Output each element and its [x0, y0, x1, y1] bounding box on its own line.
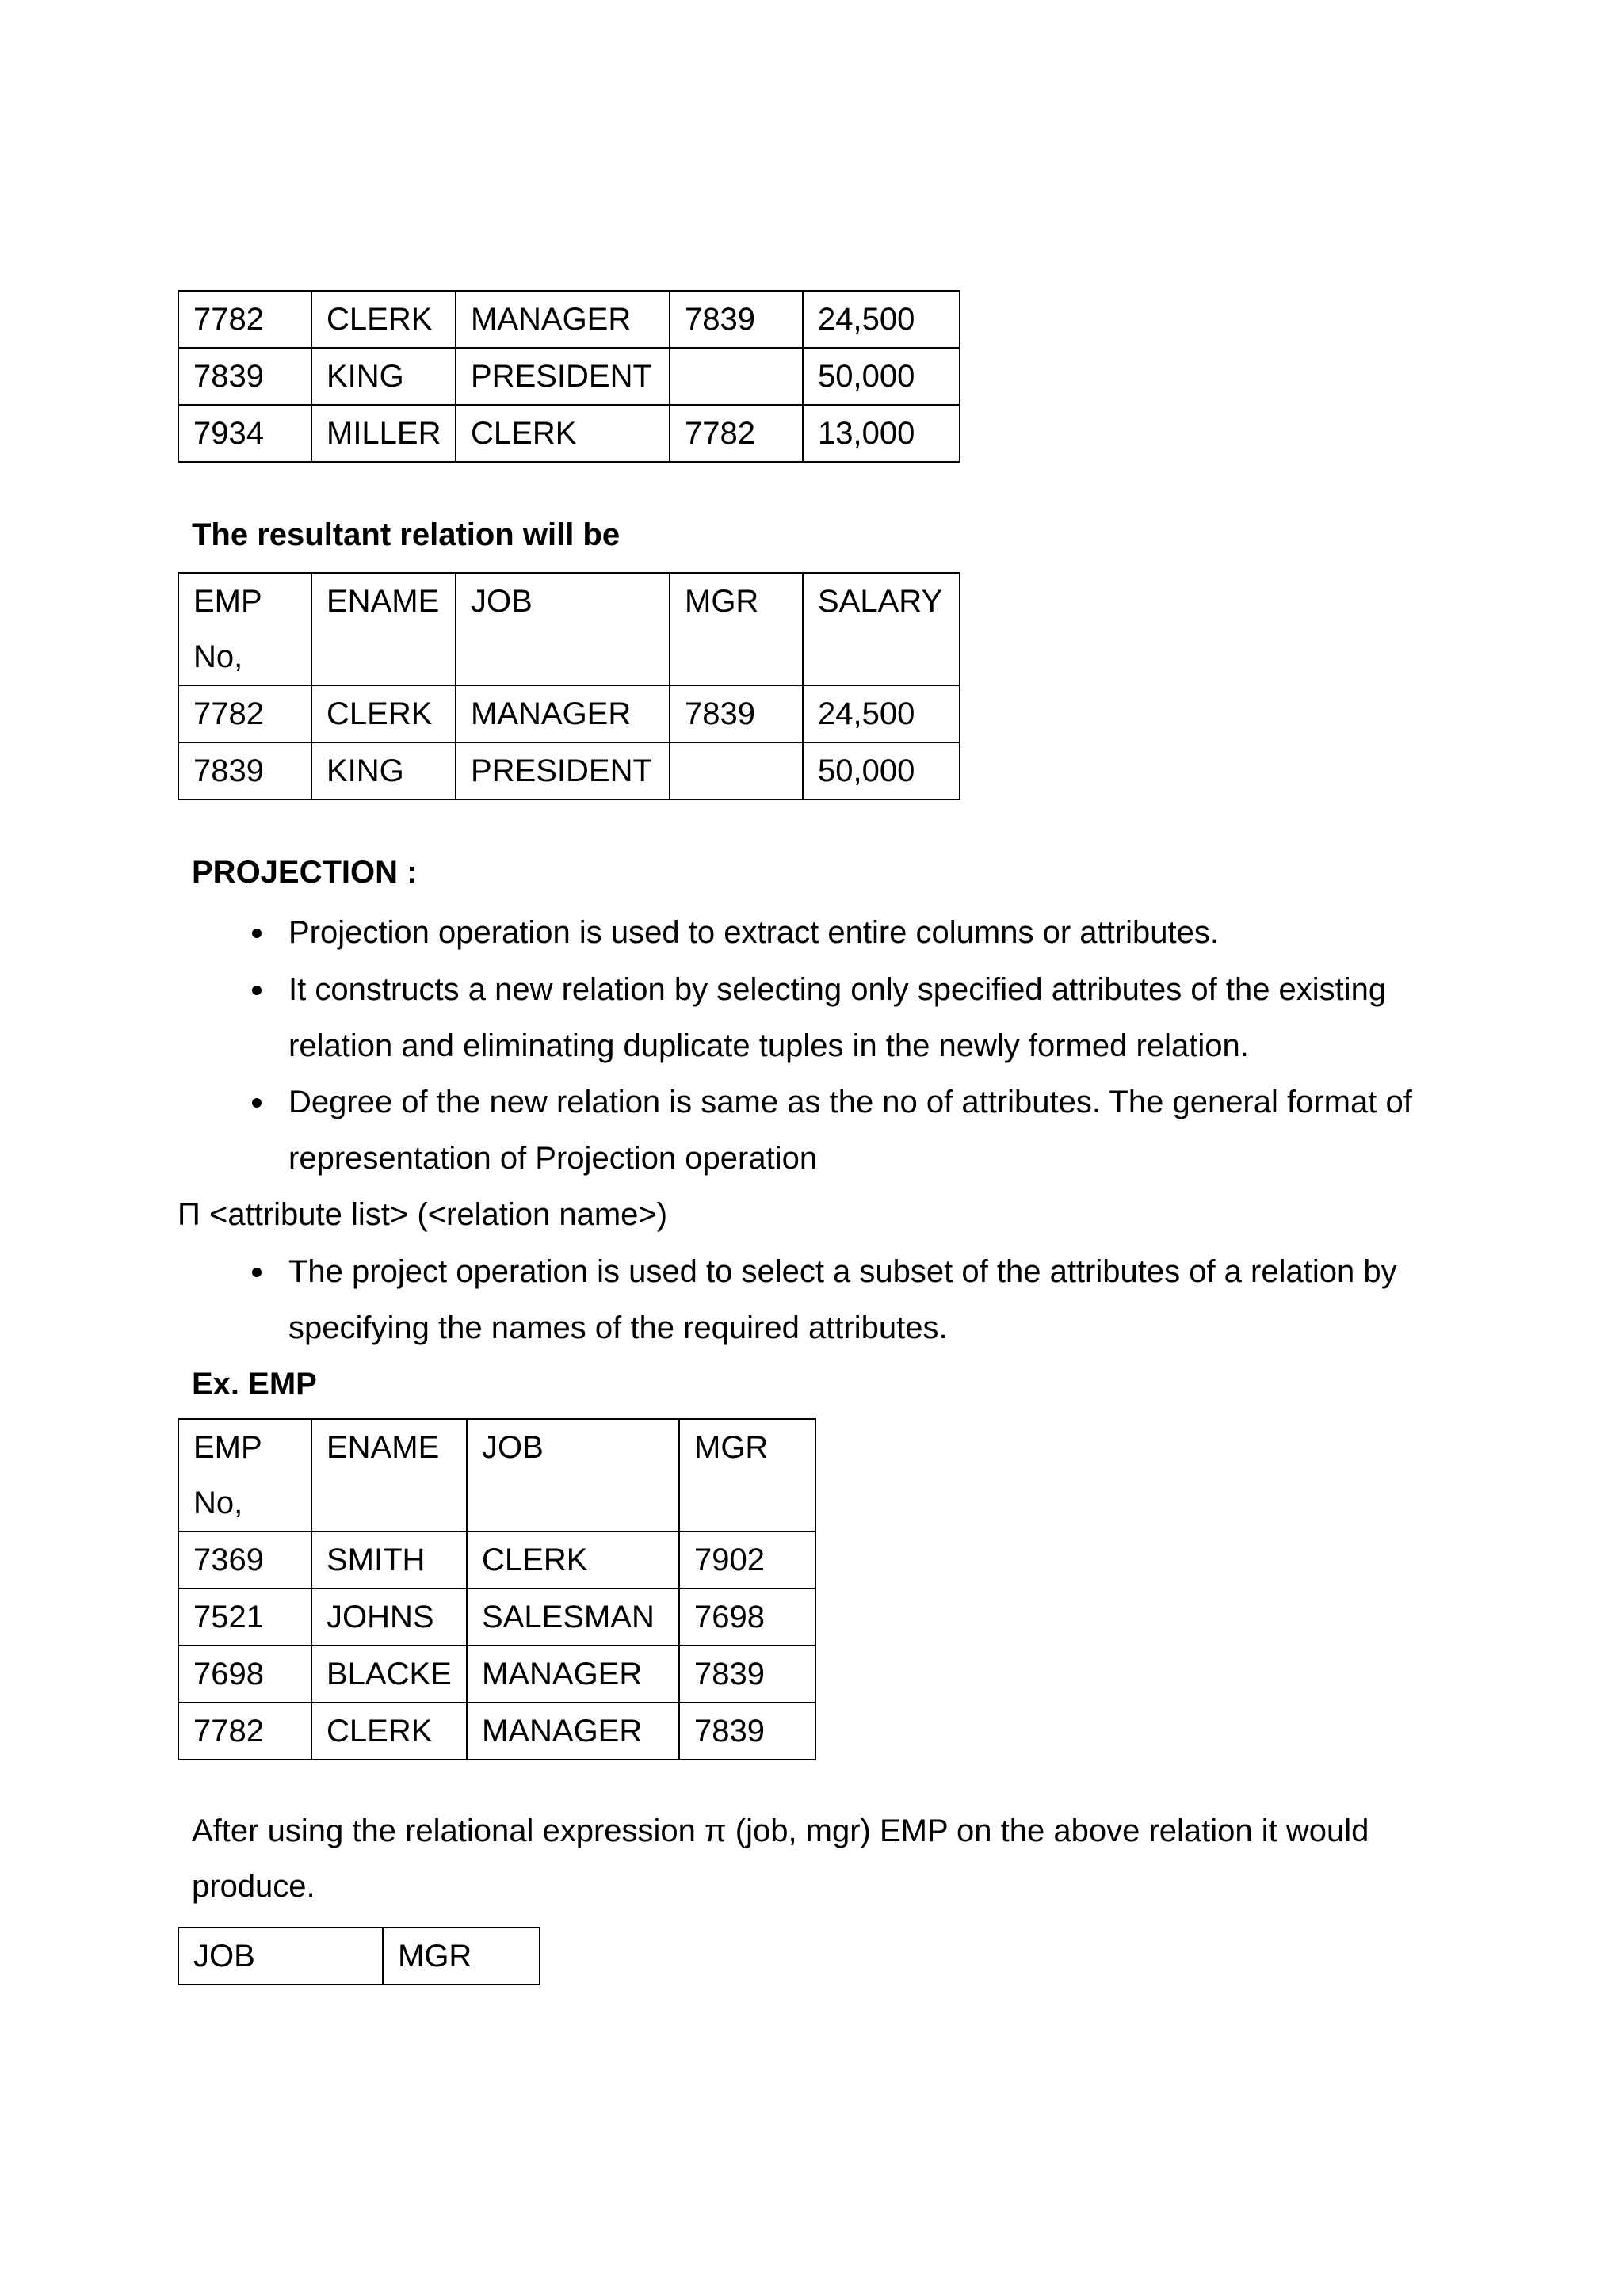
cell: 7839 — [679, 1703, 815, 1760]
cell: CLERK — [467, 1531, 679, 1589]
cell: JOHNS — [311, 1589, 467, 1646]
cell: 7782 — [178, 291, 311, 348]
cell: MANAGER — [467, 1646, 679, 1703]
header-cell: MGR — [670, 573, 803, 685]
cell: 13,000 — [803, 405, 960, 462]
table-result — [178, 572, 960, 800]
cell: 7698 — [679, 1589, 815, 1646]
bullet-text: representation of Projection operation — [288, 1141, 818, 1176]
projection-heading: PROJECTION : — [192, 855, 418, 890]
cell: 7839 — [679, 1646, 815, 1703]
bullet-text: It constructs a new relation by selecting only specified attributes of the existing — [288, 972, 1387, 1007]
cell: 7839 — [670, 291, 803, 348]
cell: 7839 — [670, 685, 803, 742]
table-row — [178, 291, 960, 348]
bullet-text: relation and eliminating duplicate tuples in the newly formed relation. — [288, 1028, 1249, 1063]
cell: 50,000 — [803, 348, 960, 405]
cell: MANAGER — [456, 685, 670, 742]
table-header-row — [178, 573, 960, 685]
cell: KING — [311, 348, 456, 405]
cell: 7782 — [670, 405, 803, 462]
table-row — [178, 1589, 815, 1646]
cell — [670, 348, 803, 405]
cell: CLERK — [311, 291, 456, 348]
table-top — [178, 290, 960, 463]
table-row — [178, 685, 960, 742]
header-cell: MGR — [679, 1419, 815, 1531]
cell: 24,500 — [803, 685, 960, 742]
cell: BLACKE — [311, 1646, 467, 1703]
bullet-icon — [252, 986, 262, 995]
cell: 50,000 — [803, 742, 960, 799]
header-cell: MGR — [383, 1928, 540, 1985]
cell: KING — [311, 742, 456, 799]
bullet-icon — [252, 929, 262, 938]
header-line: EMP — [193, 584, 262, 619]
cell: MANAGER — [456, 291, 670, 348]
cell: 24,500 — [803, 291, 960, 348]
header-cell: JOB — [456, 573, 670, 685]
header-line: No, — [193, 639, 243, 674]
header-cell: ENAME — [311, 1419, 467, 1531]
header-cell — [178, 573, 311, 685]
cell: 7839 — [178, 742, 311, 799]
cell: 7369 — [178, 1531, 311, 1589]
table-row — [178, 405, 960, 462]
cell: PRESIDENT — [456, 742, 670, 799]
cell: PRESIDENT — [456, 348, 670, 405]
projection-formula: Π <attribute list> (<relation name>) — [178, 1197, 668, 1232]
bullet-text: Projection operation is used to extract entire columns or attributes. — [288, 915, 1219, 950]
table-final — [178, 1927, 540, 1985]
bullet-text: The project operation is used to select a subset of the attributes of a relation by — [288, 1254, 1397, 1289]
after-text: After using the relational expression π (job, mgr) EMP on the above relation it would — [192, 1814, 1369, 1848]
bullet-text: specifying the names of the required attributes. — [288, 1310, 948, 1345]
cell: MANAGER — [467, 1703, 679, 1760]
cell: 7698 — [178, 1646, 311, 1703]
cell: 7782 — [178, 685, 311, 742]
table-row — [178, 1703, 815, 1760]
header-cell: ENAME — [311, 573, 456, 685]
resultant-heading: The resultant relation will be — [192, 517, 621, 552]
cell: CLERK — [311, 685, 456, 742]
cell: 7839 — [178, 348, 311, 405]
cell — [670, 742, 803, 799]
cell: SMITH — [311, 1531, 467, 1589]
header-cell: JOB — [178, 1928, 383, 1985]
example-heading: Ex. EMP — [192, 1367, 317, 1402]
header-line: EMP — [193, 1430, 262, 1465]
cell: 7521 — [178, 1589, 311, 1646]
header-cell — [178, 1419, 311, 1531]
cell: CLERK — [311, 1703, 467, 1760]
table-row — [178, 742, 960, 799]
header-cell: JOB — [467, 1419, 679, 1531]
cell: SALESMAN — [467, 1589, 679, 1646]
table-header-row — [178, 1419, 815, 1531]
table-row — [178, 348, 960, 405]
bullet-icon — [252, 1098, 262, 1108]
cell: 7902 — [679, 1531, 815, 1589]
bullet-icon — [252, 1268, 262, 1277]
cell: MILLER — [311, 405, 456, 462]
table-emp — [178, 1418, 816, 1760]
header-cell: SALARY — [803, 573, 960, 685]
table-row — [178, 1531, 815, 1589]
header-line: No, — [193, 1486, 243, 1520]
table-row — [178, 1646, 815, 1703]
cell: CLERK — [456, 405, 670, 462]
bullet-text: Degree of the new relation is same as the no of attributes. The general format of — [288, 1085, 1412, 1119]
cell: 7934 — [178, 405, 311, 462]
cell: 7782 — [178, 1703, 311, 1760]
table-header-row — [178, 1928, 540, 1985]
after-text: produce. — [192, 1869, 315, 1904]
